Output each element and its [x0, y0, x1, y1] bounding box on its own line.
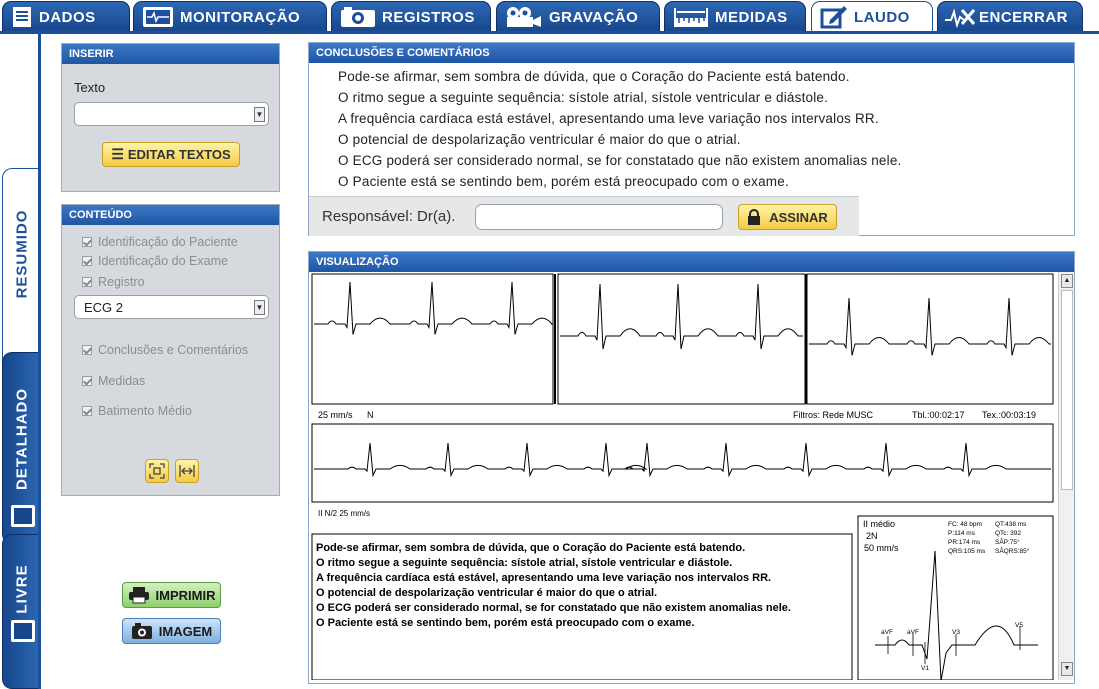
visualizacao-title: VISUALIZAÇÃO	[309, 252, 1074, 272]
strip2-label: II N/2 25 mm/s	[318, 509, 371, 518]
report-line: O ECG poderá ser considerado normal, se for constatado que não existem anomalias nele.	[316, 602, 791, 614]
tab-encerrar[interactable]	[937, 1, 1083, 32]
vertical-scrollbar[interactable]	[1058, 272, 1074, 680]
fit-width-icon	[179, 463, 195, 479]
conteudo-title: CONTEÚDO	[62, 205, 279, 225]
side-tab-livre[interactable]	[2, 534, 40, 689]
chevron-down-icon[interactable]: ▼	[254, 107, 265, 122]
tab-dados[interactable]	[2, 1, 130, 32]
checkbox-label: Conclusões e Comentários	[98, 343, 249, 357]
report-line: O ritmo segue a seguinte sequência: sístole atrial, sístole ventricular e diástole.	[316, 557, 733, 569]
tab-medidas[interactable]	[664, 1, 806, 32]
camera-icon	[340, 6, 376, 28]
fit-screen-icon	[149, 463, 165, 479]
print-button[interactable]	[122, 582, 221, 608]
texto-select[interactable]	[74, 102, 269, 126]
marker-label: aVF	[881, 629, 893, 636]
checkbox-label: Identificação do Paciente	[98, 235, 238, 249]
conclusion-line: O ritmo segue a seguinte sequência: sístole atrial, sístole ventricular e diástole.	[338, 90, 829, 105]
measure-qtc: QTc: 392	[995, 530, 1022, 537]
conclusion-line: O Paciente está se sentindo bem, porém está preocupado com o exame.	[338, 174, 789, 189]
ecg-preview-canvas	[310, 272, 1055, 680]
tab-registros-label: REGISTROS	[382, 8, 475, 26]
tab-registros[interactable]	[331, 1, 491, 32]
marker-label: V5	[1015, 622, 1023, 629]
measure-pr: PR:174 ms	[948, 539, 981, 546]
scroll-up-button[interactable]: ▲	[1061, 274, 1073, 288]
conclusion-line: O ECG poderá ser considerado normal, se for constatado que não existem anomalias nele.	[338, 153, 902, 168]
lock-icon	[747, 209, 761, 225]
sign-button-label: ASSINAR	[769, 209, 828, 225]
measure-qrs: QRS:105 ms	[948, 548, 986, 555]
conteudo-panel	[61, 204, 280, 496]
tab-laudo-label: LAUDO	[854, 8, 910, 26]
checkbox-label: Medidas	[98, 374, 146, 388]
tab-encerrar-label: ENCERRAR	[979, 8, 1069, 26]
tab-laudo[interactable]	[811, 1, 933, 32]
video-camera-icon	[505, 6, 543, 28]
checkbox-label: Registro	[98, 275, 145, 289]
tab-medidas-label: MEDIDAS	[715, 8, 788, 26]
chevron-down-icon[interactable]: ▼	[254, 300, 265, 315]
sign-button[interactable]	[738, 204, 837, 230]
report-line: O Paciente está se sentindo bem, porém está preocupado com o exame.	[316, 617, 695, 629]
conclusions-title: CONCLUSÕES E COMENTÁRIOS	[309, 43, 1074, 63]
tab-gravacao[interactable]	[496, 1, 660, 32]
tab-bar-underline	[0, 31, 1099, 34]
strip1-speed: 25 mm/s	[318, 410, 353, 420]
responsavel-input[interactable]	[475, 204, 723, 230]
fit-width-button[interactable]	[175, 459, 199, 483]
side-tab-detalhado[interactable]	[2, 352, 40, 544]
avg-gain: 2N	[866, 531, 878, 541]
marker-label: aVF	[907, 629, 919, 636]
checkbox-icon[interactable]	[82, 376, 92, 386]
checkbox-medidas[interactable]	[82, 374, 145, 388]
report-line: Pode-se afirmar, sem sombra de dúvida, que o Coração do Paciente está batendo.	[316, 542, 746, 554]
checkbox-icon[interactable]	[82, 406, 92, 416]
tab-gravacao-label: GRAVAÇÃO	[549, 8, 639, 26]
avg-title: II médio	[863, 519, 896, 529]
measure-p: P:114 ms	[948, 530, 975, 537]
page-icon	[11, 505, 35, 527]
camera-icon	[131, 622, 153, 640]
conclusion-line: O potencial de despolarização ventricular é maior do que o atrial.	[338, 132, 741, 147]
tex-label: Tex.:00:03:19	[982, 410, 1037, 420]
marker-label: V1	[921, 665, 929, 672]
report-line: O potencial de despolarização ventricular é maior do que o atrial.	[316, 587, 658, 599]
edit-icon	[820, 5, 848, 29]
strip1-gain: N	[367, 410, 374, 420]
image-button[interactable]	[122, 618, 221, 644]
checkbox-identificacao-exame[interactable]	[82, 254, 228, 268]
checkbox-label: Identificação do Exame	[98, 254, 228, 268]
top-tab-bar	[0, 0, 1099, 32]
conclusion-line: Pode-se afirmar, sem sombra de dúvida, que o Coração do Paciente está batendo.	[338, 69, 850, 84]
marker-label: V3	[952, 629, 960, 636]
checkbox-registro[interactable]	[82, 275, 145, 289]
filters-label: Filtros: Rede MUSC	[793, 410, 874, 420]
side-tab-line	[38, 34, 41, 689]
checkbox-conclusoes[interactable]	[82, 343, 248, 357]
tab-dados-label: DADOS	[39, 8, 96, 26]
checkbox-icon[interactable]	[82, 277, 92, 287]
ecg-exit-icon	[944, 6, 976, 28]
checkbox-icon[interactable]	[82, 237, 92, 247]
measure-fc: FC: 48 bpm	[948, 521, 982, 528]
conclusions-panel	[308, 42, 1075, 236]
report-line: A frequência cardíaca está estável, apresentando uma leve variação nos intervalos RR.	[316, 572, 772, 584]
registro-select-value: ECG 2	[84, 300, 124, 315]
side-tab-resumido-label: RESUMIDO	[13, 209, 30, 299]
edit-texts-button[interactable]	[102, 142, 240, 167]
checkbox-identificacao-paciente[interactable]	[82, 235, 238, 249]
avg-speed: 50 mm/s	[864, 543, 899, 553]
checkbox-label: Batimento Médio	[98, 404, 192, 418]
responsavel-label: Responsável: Dr(a).	[322, 208, 456, 225]
side-tab-livre-label: LIVRE	[13, 563, 30, 614]
checkbox-batimento-medio[interactable]	[82, 404, 192, 418]
registro-select[interactable]	[74, 295, 269, 319]
tbl-label: Tbl.:00:02:17	[912, 410, 965, 420]
scroll-thumb[interactable]	[1061, 290, 1073, 490]
inserir-panel	[61, 43, 280, 192]
tab-monitoracao[interactable]	[133, 1, 327, 32]
fit-screen-button[interactable]	[145, 459, 169, 483]
document-icon	[11, 6, 33, 28]
conclusion-line: A frequência cardíaca está estável, apresentando uma leve variação nos intervalos RR.	[338, 111, 879, 126]
printer-icon	[128, 586, 150, 604]
list-icon: ☰	[111, 146, 124, 162]
side-tab-detalhado-label: DETALHADO	[13, 387, 30, 490]
inserir-title: INSERIR	[62, 44, 279, 64]
page-icon	[11, 620, 35, 642]
print-button-label: IMPRIMIR	[155, 587, 216, 603]
scroll-down-button[interactable]: ▼	[1061, 662, 1073, 676]
report-preview[interactable]	[310, 272, 1074, 680]
checkbox-icon[interactable]	[82, 256, 92, 266]
texto-label: Texto	[74, 80, 106, 95]
edit-texts-label: EDITAR TEXTOS	[127, 147, 231, 162]
monitor-icon	[142, 6, 174, 28]
tab-monitoracao-label: MONITORAÇÃO	[180, 8, 301, 26]
measure-sap: SÂP:75°	[995, 539, 1020, 546]
checkbox-icon[interactable]	[82, 345, 92, 355]
side-tab-bar	[0, 34, 40, 689]
image-button-label: IMAGEM	[158, 623, 213, 639]
measure-qt: QT:438 ms	[995, 521, 1027, 528]
ruler-icon	[673, 6, 709, 28]
measure-saqrs: SÂQRS:85°	[995, 548, 1030, 555]
